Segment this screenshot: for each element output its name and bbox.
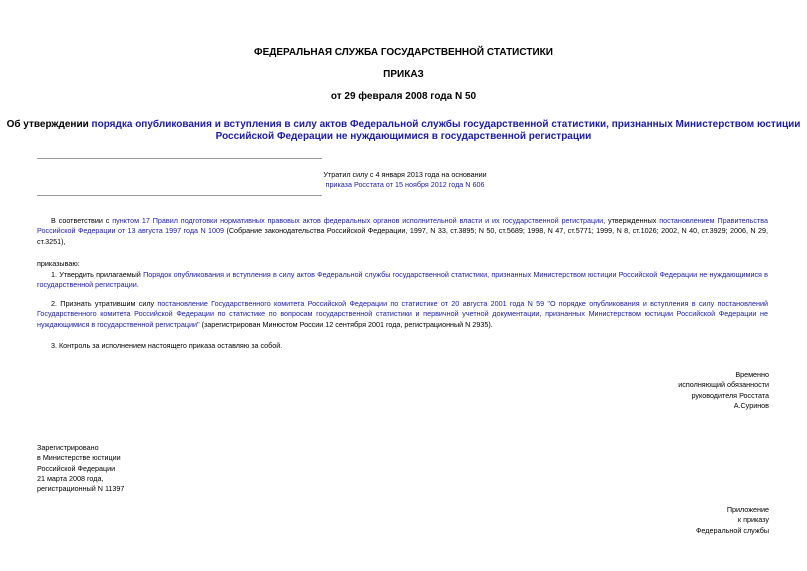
preamble-link-resolution[interactable]: постановлением Правительства Российской Федерации от 13 августа 1997 года N 1009 — [37, 216, 768, 236]
doc-date: от 29 февраля 2008 года N 50 — [330, 91, 477, 102]
agency-name: ФЕДЕРАЛЬНАЯ СЛУЖБА ГОСУДАРСТВЕННОЙ СТАТИСТИКИ — [254, 47, 553, 58]
item-1-end: . — [136, 280, 139, 290]
divider-top — [37, 158, 322, 159]
order-item-1 — [37, 270, 768, 291]
item-1-text: 1. Утвердить прилагаемый — [51, 270, 144, 279]
registration-block — [37, 443, 237, 494]
signature-line: исполняющий обязанности — [678, 380, 769, 390]
item-1-link[interactable]: Порядок опубликования и вступления в силу актов Федеральной службы государственной статистики, признанных Министерством юстиции Российской Федерации не нуждающимися в государственной регистрации — [37, 270, 768, 290]
registration-line: Российской Федерации — [37, 463, 116, 473]
appendix-block — [569, 505, 769, 536]
status-note — [320, 170, 490, 191]
order-item-2 — [37, 299, 768, 330]
registration-line: регистрационный N 11397 — [37, 484, 125, 494]
preamble-text-3: (Собрание законодательства Российской Федерации, 1997, N 33, ст.3895; N 50, ст.5689; 1998, N 47, ст.5771; 1999, N 8, ст.1026; 2002, N 40, ст.3929; 2006, N 29, ст.3251), — [37, 226, 768, 246]
order-item-3: 3. Контроль за исполнением настоящего приказа оставляю за собой. — [51, 341, 283, 350]
doc-type: ПРИКАЗ — [383, 69, 424, 80]
title-link-part-2[interactable]: Российской Федерации не нуждающимися в государственной регистрации — [215, 131, 592, 142]
preamble-paragraph — [37, 216, 768, 247]
status-note-text: Утратил силу с 4 января 2013 года на основании — [323, 170, 487, 179]
item-2-link[interactable]: постановление Государственного комитета Российской Федерации по статистике от 20 августа 2001 года N 59 "О порядке опубликования и вступления в силу постановлений Государственного комитета Российской Федерации по статистике по вопросам государственной статистики и первичной учетной документации, признанных Министерством юстиции Российской Федерации не нуждающимися в государственной регистрации" — [37, 299, 768, 329]
document-title — [0, 119, 807, 143]
title-link-part-1[interactable]: порядка опубликования и вступления в силу актов Федеральной службы государственной статистики, признанных Министерством юстиции — [91, 119, 801, 130]
preamble-text-1: В соответствии с — [51, 216, 113, 225]
title-prefix: Об утверждении — [6, 119, 92, 130]
divider-bottom — [37, 195, 322, 196]
signature-name: А.Суринов — [733, 400, 769, 410]
preamble-text-2: , утвержденных — [603, 216, 660, 225]
registration-line: Зарегистрировано — [37, 443, 99, 452]
item-2-end: (зарегистрирован Минюстом России 12 сентября 2001 года, регистрационный N 2935). — [199, 319, 493, 329]
order-word: приказываю: — [37, 259, 80, 268]
signature-block — [569, 370, 769, 411]
registration-line: 21 марта 2008 года, — [37, 473, 104, 483]
signature-line: руководителя Росстата — [691, 390, 769, 400]
registration-line: в Министерстве юстиции — [37, 453, 121, 463]
signature-line: Временно — [735, 370, 769, 379]
item-2-text: 2. Признать утратившим силу — [51, 299, 158, 308]
status-note-link[interactable]: приказа Росстата от 15 ноября 2012 года N 606 — [325, 180, 485, 190]
appendix-line: Федеральной службы — [695, 525, 769, 535]
appendix-line: Приложение — [726, 505, 769, 514]
preamble-link-rules[interactable]: пунктом 17 Правил подготовки нормативных правовых актов федеральных органов исполнительной власти и их государственной регистрации — [112, 216, 604, 225]
appendix-line: к приказу — [737, 515, 769, 525]
